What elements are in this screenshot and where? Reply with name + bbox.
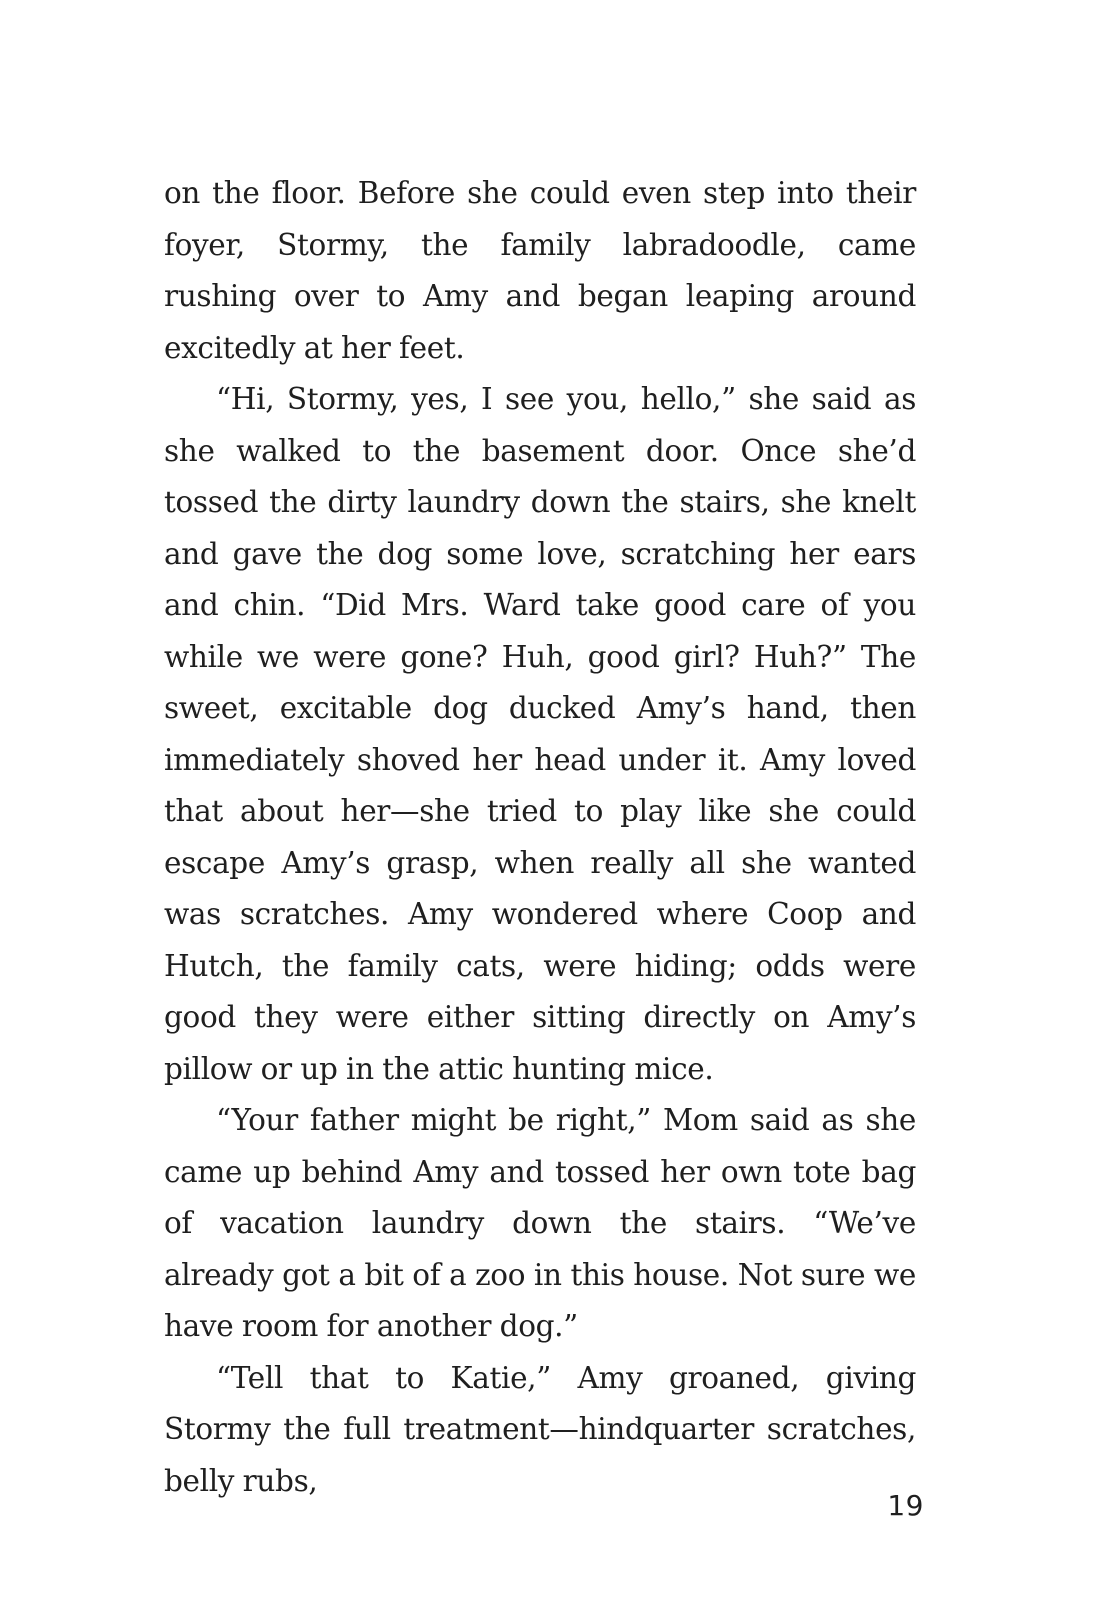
body-text bbox=[164, 168, 916, 1507]
paragraph-3: “Your father might be right,” Mom said as she came up behind Amy and tossed her own tote bag of vacation laundry down the stairs. “We’ve already got a bit of a zoo in this house. Not sure we have room for another dog.” bbox=[164, 1103, 916, 1343]
page-number: 19 bbox=[887, 1489, 924, 1522]
paragraph-4: “Tell that to Katie,” Amy groaned, giving Stormy the full treatment—hindquarter scratches, belly rubs, bbox=[164, 1360, 916, 1498]
paragraph-2: “Hi, Stormy, yes, I see you, hello,” she said as she walked to the basement door. Once she’d tossed the dirty laundry down the stairs, she knelt and gave the dog some love, scratching her ears and chin. “Did Mrs. Ward take good care of you while we were gone? Huh, good girl? Huh?” The sweet, excitable dog ducked Amy’s hand, then immediately shoved her head under it. Amy loved that about her—she tried to play like she could escape Amy’s grasp, when really all she wanted was scratches. Amy wondered where Coop and Hutch, the family cats, were hiding; odds were good they were either sitting directly on Amy’s pillow or up in the attic hunting mice. bbox=[164, 382, 916, 1086]
paragraph-1: on the floor. Before she could even step into their foyer, Stormy, the family labradoodle, came rushing over to Amy and began leaping around excitedly at her feet. bbox=[164, 176, 916, 365]
